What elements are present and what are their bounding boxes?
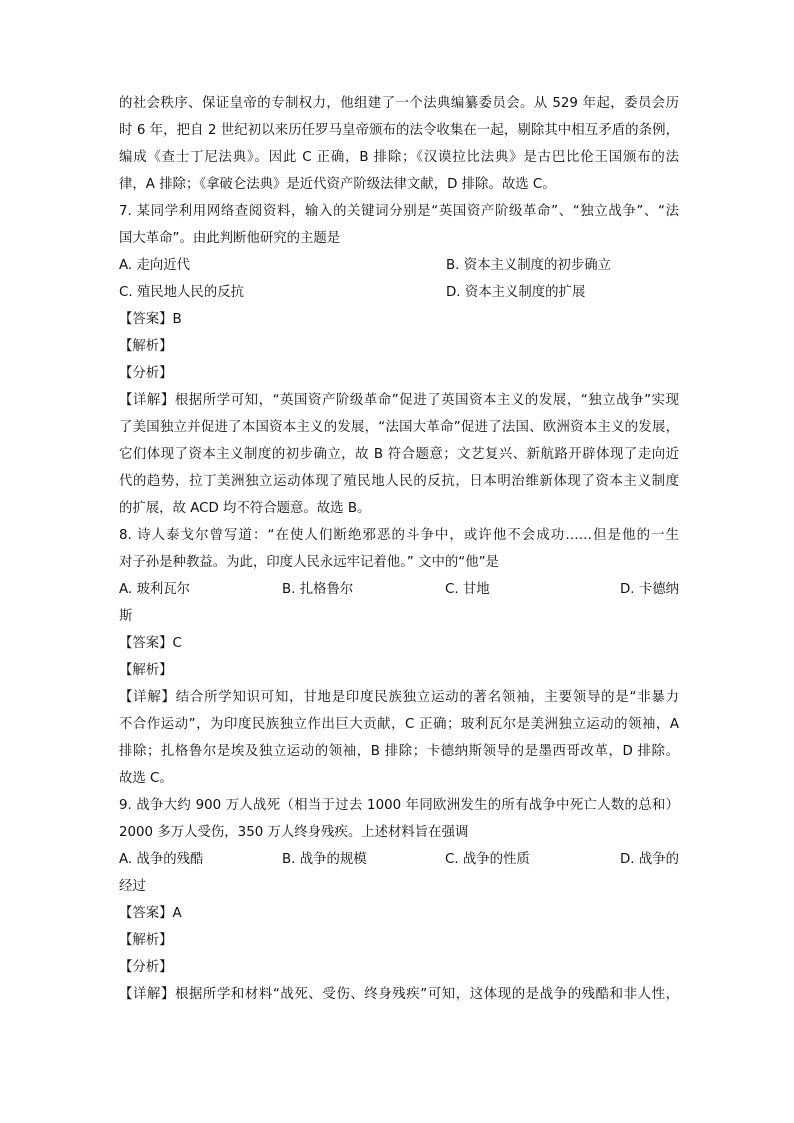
options-row <box>119 252 679 279</box>
analysis-label: 【解析】 <box>119 663 173 678</box>
detail-line: 故选 C。 <box>119 771 173 786</box>
option-a: A. 玻利瓦尔 <box>119 582 190 597</box>
detail-line: 的扩展，故 ACD 均不符合题意。故选 B。 <box>119 501 371 516</box>
question-stem-line: 国大革命”。由此判断他研究的主题是 <box>119 231 341 246</box>
text-line: 时 6 年，把自 2 世纪初以来历任罗马皇帝颁布的法令收集在一起，剔除其中相互矛盾的条例， <box>119 123 679 138</box>
options-row <box>119 279 679 306</box>
detail-line: 排除；扎格鲁尔是埃及独立运动的领袖，B 排除；卡德纳斯领导的是墨西哥改革，D 排除。 <box>119 744 679 759</box>
option-b: B. 扎格鲁尔 <box>282 582 354 597</box>
option-b: B. 资本主义制度的初步确立 <box>446 258 611 273</box>
previous-question-explanation <box>119 90 679 198</box>
option-d: D. 战争的 <box>620 852 679 867</box>
fenxi-label: 【分析】 <box>119 960 173 975</box>
detail-line: 了美国独立并促进了本国资本主义的发展，“法国大革命”促进了法国、欧洲资本主义的发展， <box>119 420 679 435</box>
detail-line: 【详解】根据所学和材料“战死、受伤、终身残疾”可知，这体现的是战争的残酷和非人性， <box>119 987 679 1002</box>
option-wrap-line: 斯 <box>119 609 133 624</box>
question-stem-line: 2000 多万人受伤，350 万人终身残疾。上述材料旨在强调 <box>119 825 469 840</box>
detail-line: 它们体现了资本主义制度的初步确立，故 B 符合题意；文艺复兴、新航路开辟体现了走向近 <box>119 447 679 462</box>
question-stem-line: 8. 诗人泰戈尔曾写道：“在使人们断绝邪恶的斗争中，或许他不会成功……但是他的一生 <box>119 528 679 543</box>
question-7 <box>119 198 679 522</box>
answer-label: 【答案】A <box>119 906 182 921</box>
option-wrap-line: 经过 <box>119 879 146 894</box>
option-d: D. 卡德纳 <box>620 582 679 597</box>
option-a: A. 战争的残酷 <box>119 852 204 867</box>
option-a: A. 走向近代 <box>119 258 190 273</box>
text-line: 律，A 排除；《拿破仑法典》是近代资产阶级法律文献，D 排除。故选 C。 <box>119 177 556 192</box>
question-stem-line: 7. 某同学利用网络查阅资料，输入的关键词分别是“英国资产阶级革命”、“独立战争”、“法 <box>119 204 679 219</box>
question-9 <box>119 792 679 1008</box>
option-c: C. 殖民地人民的反抗 <box>119 285 244 300</box>
detail-line: 【详解】根据所学可知，“英国资产阶级革命”促进了英国资本主义的发展，“独立战争”实现 <box>119 393 679 408</box>
question-stem-line: 9. 战争大约 900 万人战死（相当于过去 1000 年同欧洲发生的所有战争中死亡人数的总和） <box>119 798 679 813</box>
options-row <box>119 846 679 873</box>
answer-label: 【答案】C <box>119 636 182 651</box>
detail-line: 不合作运动”，为印度民族独立作出巨大贡献，C 正确；玻利瓦尔是美洲独立运动的领袖，A <box>119 717 679 732</box>
text-line: 编成《查士丁尼法典》。因此 C 正确，B 排除；《汉谟拉比法典》是古巴比伦王国颁布的法 <box>119 150 679 165</box>
option-d: D. 资本主义制度的扩展 <box>446 285 586 300</box>
option-b: B. 战争的规模 <box>282 852 367 867</box>
detail-line: 代的趋势，拉丁美洲独立运动体现了殖民地人民的反抗，日本明治维新体现了资本主义制度 <box>119 474 679 489</box>
analysis-label: 【解析】 <box>119 933 173 948</box>
detail-line: 【详解】结合所学知识可知，甘地是印度民族独立运动的著名领袖，主要领导的是“非暴力 <box>119 690 679 705</box>
options-row <box>119 576 679 603</box>
fenxi-label: 【分析】 <box>119 366 173 381</box>
option-c: C. 战争的性质 <box>445 852 530 867</box>
text-line: 的社会秩序、保证皇帝的专制权力，他组建了一个法典编纂委员会。从 529 年起，委员会历 <box>119 96 679 111</box>
analysis-label: 【解析】 <box>119 339 173 354</box>
question-8 <box>119 522 679 792</box>
document-page <box>119 90 679 1008</box>
question-stem-line: 对子孙是种教益。为此，印度人民永远牢记着他。” 文中的“他”是 <box>119 555 499 570</box>
option-c: C. 甘地 <box>445 582 490 597</box>
answer-label: 【答案】B <box>119 312 182 327</box>
